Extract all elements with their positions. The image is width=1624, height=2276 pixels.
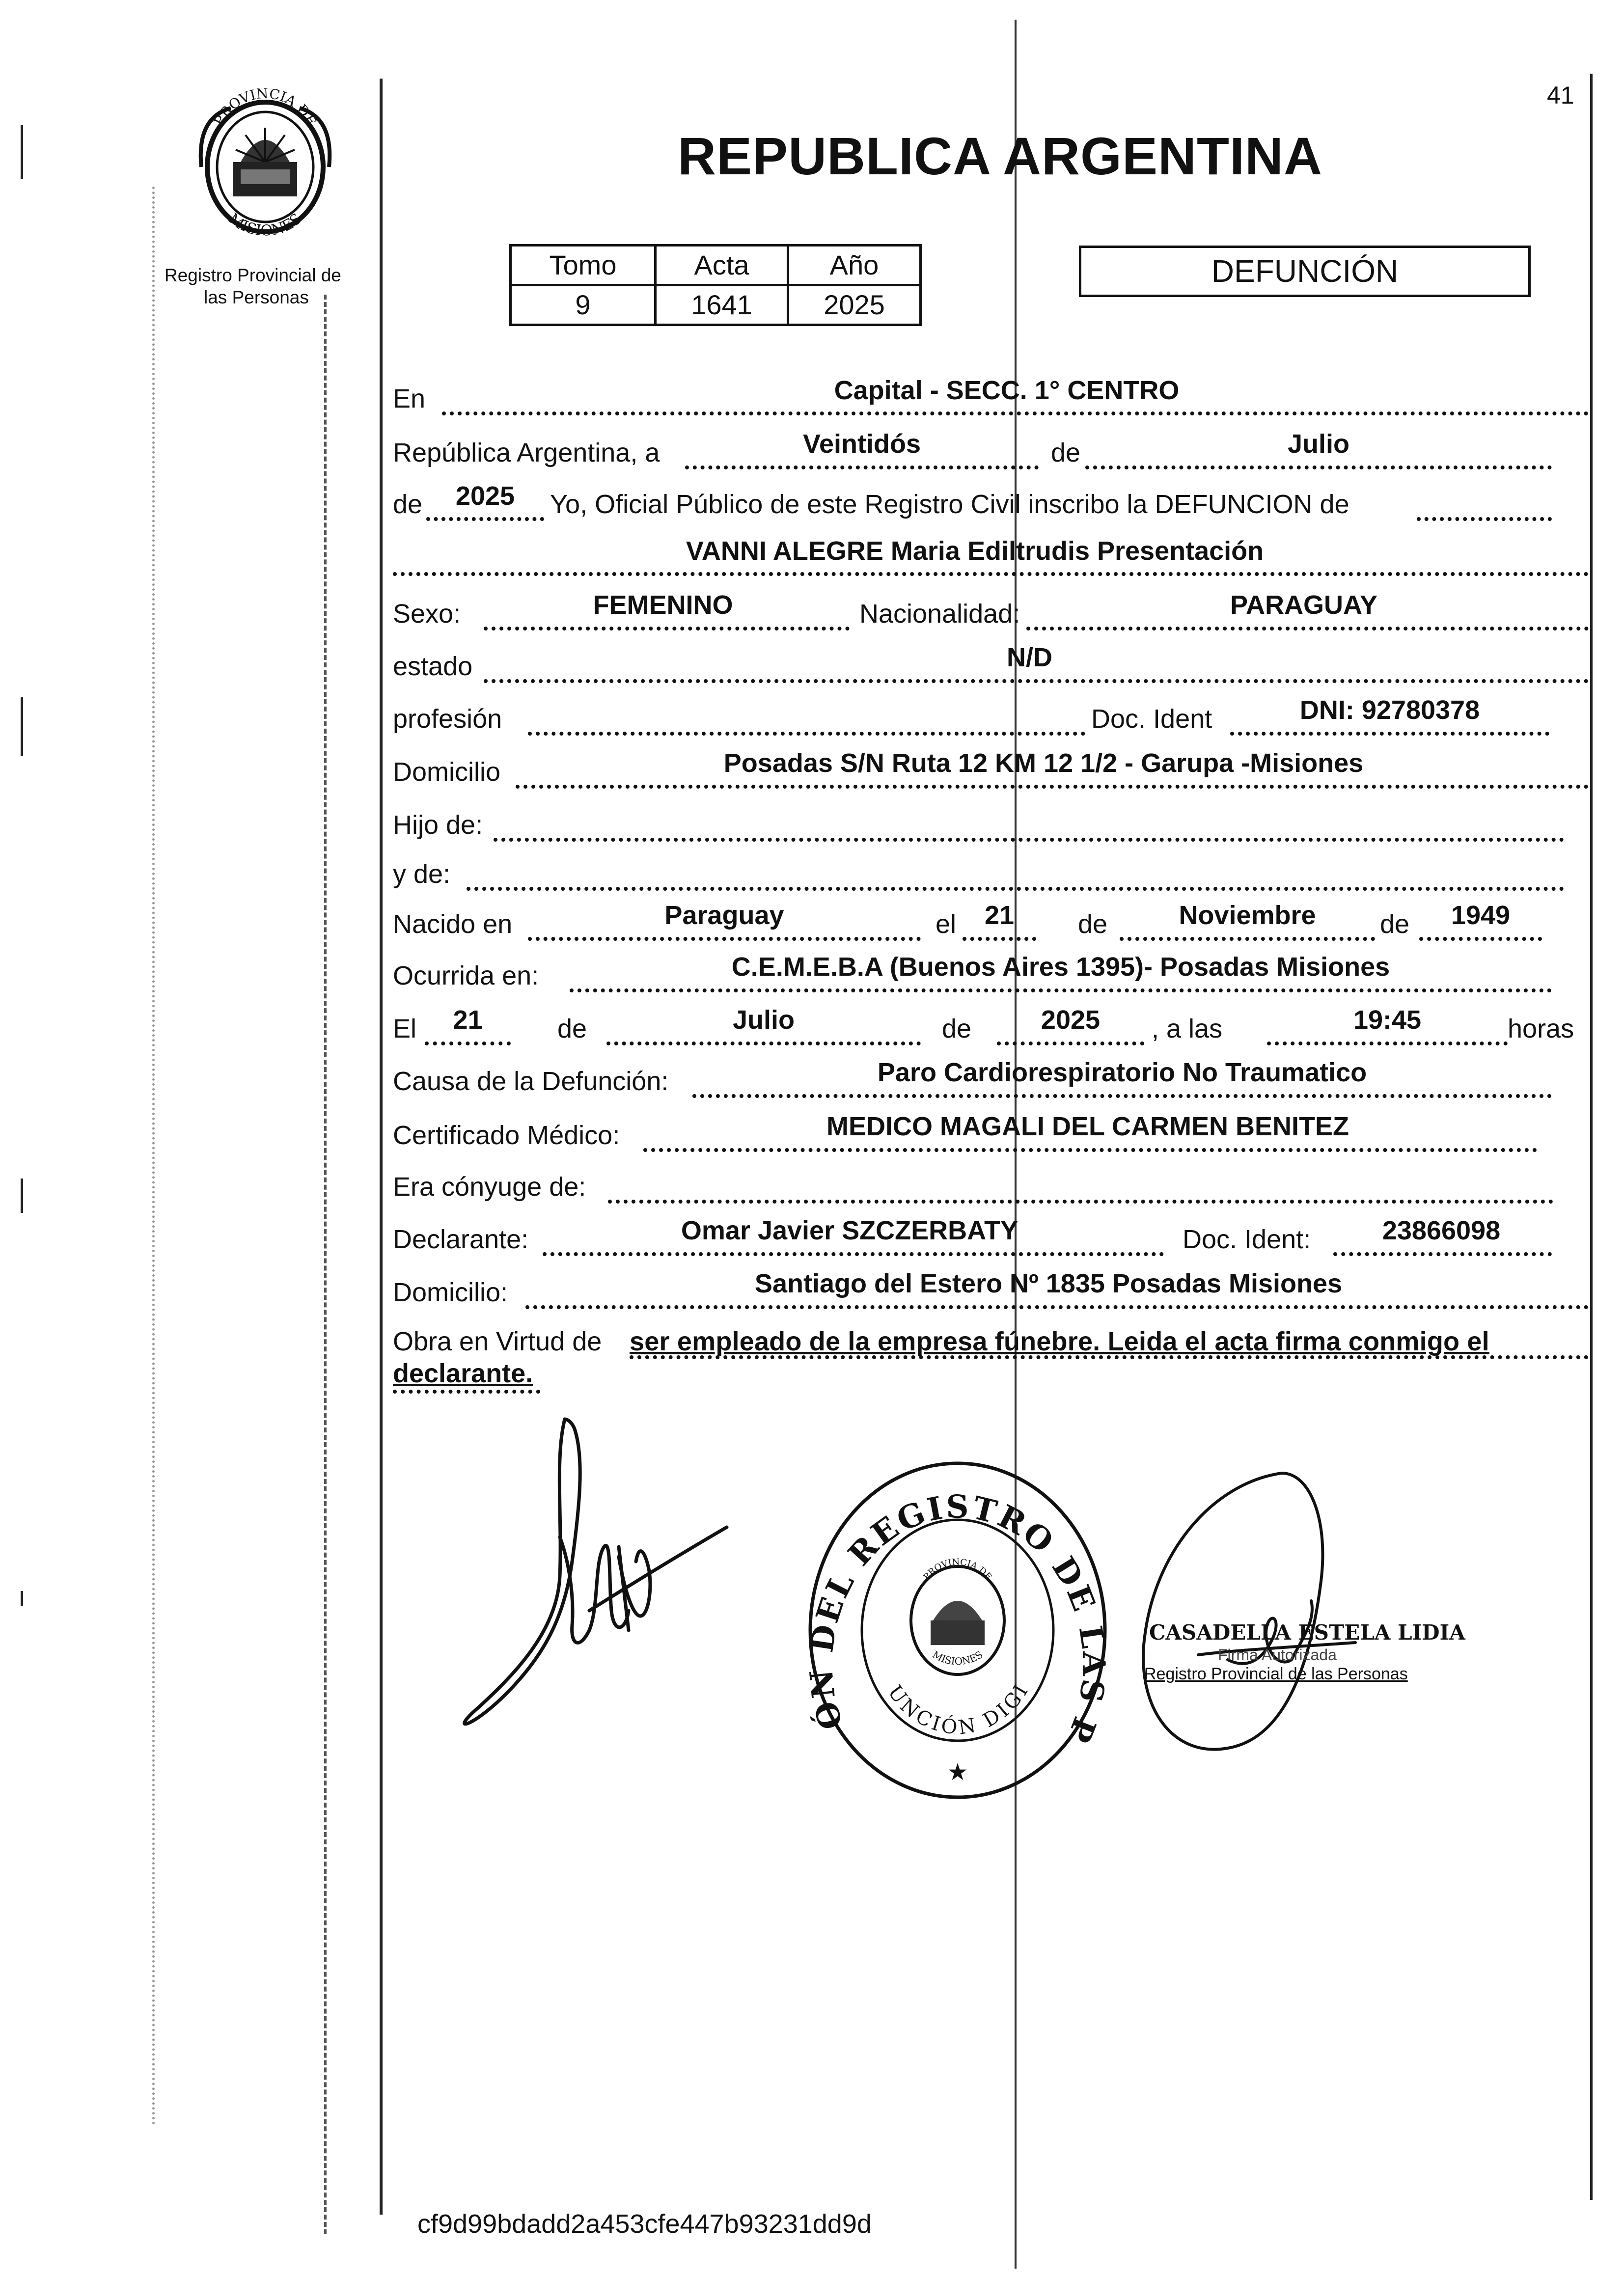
official-name: CASADELLA ESTELA LIDIA xyxy=(1149,1620,1465,1645)
causa-value: Paro Cardiorespiratorio No Traumatico xyxy=(877,1058,1367,1087)
birth-month-dots xyxy=(1120,937,1375,941)
official-office: Registro Provincial de las Personas xyxy=(1144,1665,1408,1683)
scan-fold-line xyxy=(1015,20,1017,2269)
margin-mark xyxy=(21,697,23,756)
en-dots xyxy=(442,411,1589,415)
acta-value: 1641 xyxy=(656,285,788,325)
month-dots xyxy=(1085,466,1552,469)
official-role: Firma Autorizada xyxy=(1218,1646,1337,1664)
act-type-label: DEFUNCIÓN xyxy=(1211,253,1399,289)
horas-label: horas xyxy=(1508,1014,1574,1043)
day-words-dots xyxy=(685,466,1039,469)
declarante-label: Declarante: xyxy=(393,1225,529,1254)
domicilio-label: Domicilio xyxy=(393,757,501,787)
conyuge-label: Era cónyuge de: xyxy=(393,1172,586,1202)
death-month-value: Julio xyxy=(732,1005,795,1035)
death-time-value: 19:45 xyxy=(1353,1005,1422,1035)
nacido-label: Nacido en xyxy=(393,909,513,939)
year-de-label: de xyxy=(393,490,423,519)
death-day-value: 21 xyxy=(453,1005,483,1035)
death-el-label: El xyxy=(393,1014,417,1043)
hijo-label: Hijo de: xyxy=(393,810,483,840)
declarant-signature xyxy=(442,1399,746,1758)
margin-mark xyxy=(21,1179,23,1213)
left-border-line xyxy=(380,79,383,2215)
obra-value-line2: declarante. xyxy=(393,1359,533,1388)
right-border-line xyxy=(1590,74,1593,2200)
margin-mark xyxy=(21,1591,23,1606)
birth-day-value: 21 xyxy=(984,901,1015,930)
birth-year-value: 1949 xyxy=(1451,901,1511,930)
birth-year-dots xyxy=(1419,937,1542,941)
svg-text:PROVINCIA DE xyxy=(211,88,320,128)
margin-dotted-line xyxy=(152,187,155,2126)
death-year-value: 2025 xyxy=(1041,1005,1101,1035)
acta-header: Acta xyxy=(656,246,788,285)
doc2-value: 23866098 xyxy=(1382,1216,1501,1245)
stamp-seal-bottom: MISIONES xyxy=(930,1648,985,1668)
stamp-seal-top: PROVINCIA DE xyxy=(921,1557,994,1582)
year-value: 2025 xyxy=(455,481,515,511)
star-icon: ★ xyxy=(947,1759,968,1785)
death-year-dots xyxy=(997,1042,1144,1045)
tomo-value: 9 xyxy=(511,285,656,325)
ocurrida-value: C.E.M.E.B.A (Buenos Aires 1395)- Posadas Misiones xyxy=(731,952,1390,982)
domicilio-dots xyxy=(516,785,1589,789)
declarante-value: Omar Javier SZCZERBATY xyxy=(681,1216,1018,1245)
estado-dots xyxy=(484,679,1589,683)
doc2-dots xyxy=(1333,1252,1552,1256)
nacionalidad-value: PARAGUAY xyxy=(1230,590,1378,620)
sexo-label: Sexo: xyxy=(393,599,461,629)
domicilio2-value: Santiago del Estero Nº 1835 Posadas Misiones xyxy=(754,1269,1343,1298)
death-de1-label: de xyxy=(557,1014,587,1043)
birth-day-dots xyxy=(963,937,1036,941)
obra-dots-line1 xyxy=(630,1355,1589,1359)
nacido-value: Paraguay xyxy=(664,901,784,930)
month-de-label: de xyxy=(1051,438,1081,467)
birth-month-value: Noviembre xyxy=(1179,901,1316,930)
cert-label: Certificado Médico: xyxy=(393,1121,620,1150)
doc-dots xyxy=(1230,732,1549,736)
official-stamp xyxy=(800,1453,1115,1807)
en-value: Capital - SECC. 1° CENTRO xyxy=(834,376,1180,405)
doc-label: Doc. Ident xyxy=(1091,704,1212,734)
death-day-dots xyxy=(425,1042,511,1045)
province-seal xyxy=(192,88,339,246)
year-dots xyxy=(426,517,544,521)
domicilio-value: Posadas S/N Ruta 12 KM 12 1/2 - Garupa -Misiones xyxy=(723,748,1364,778)
obra-value-line1: ser empleado de la empresa fúnebre. Leida el acta firma conmigo el xyxy=(630,1327,1489,1356)
yde-label: y de: xyxy=(393,859,451,889)
declarante-dots xyxy=(543,1252,1164,1256)
obra-dots-line2 xyxy=(393,1390,540,1394)
causa-dots xyxy=(692,1094,1552,1098)
document-hash: cf9d99bdadd2a453cfe447b93231dd9d xyxy=(417,2209,872,2239)
deceased-name-value: VANNI ALEGRE Maria Ediltrudis Presentación xyxy=(686,536,1264,566)
birth-de1-label: de xyxy=(1078,909,1108,939)
ocurrida-dots xyxy=(570,988,1552,992)
obra-label: Obra en Virtud de xyxy=(393,1327,602,1356)
svg-text:PROVINCIA DE xyxy=(921,1557,993,1582)
act-type-box xyxy=(1079,246,1531,297)
officer-dots xyxy=(1417,517,1552,521)
en-label: En xyxy=(393,384,426,413)
death-time-dots xyxy=(1267,1042,1508,1045)
anio-header: Año xyxy=(788,246,921,285)
registry-name-line1: Registro Provincial de xyxy=(165,265,341,285)
nacido-dots xyxy=(528,937,921,941)
cert-dots xyxy=(643,1148,1537,1152)
causa-label: Causa de la Defunción: xyxy=(393,1067,669,1096)
death-de2-label: de xyxy=(942,1014,972,1043)
yde-dots xyxy=(467,887,1564,891)
sexo-value: FEMENINO xyxy=(593,590,733,620)
page-number: 41 xyxy=(1547,82,1574,109)
stamp-inner-text: UNCIÓN DIGI xyxy=(883,1678,1034,1739)
month-value: Julio xyxy=(1287,429,1349,459)
sexo-dots xyxy=(484,627,850,631)
birth-el-label: el xyxy=(936,909,957,939)
hijo-dots xyxy=(494,838,1564,842)
svg-text:MISIONES xyxy=(225,210,305,240)
tomo-header: Tomo xyxy=(511,246,656,285)
doc-value: DNI: 92780378 xyxy=(1299,695,1480,725)
birth-de2-label: de xyxy=(1380,909,1410,939)
margin-mark xyxy=(21,125,23,179)
rep-label: República Argentina, a xyxy=(393,438,660,467)
officer-text: Yo, Oficial Público de este Registro Civil inscribo la DEFUNCION de xyxy=(550,490,1349,519)
page-title: REPUBLICA ARGENTINA xyxy=(678,126,1322,186)
alas-label: , a las xyxy=(1152,1014,1223,1043)
nacionalidad-label: Nacionalidad: xyxy=(859,599,1020,629)
death-month-dots xyxy=(606,1042,921,1045)
domicilio2-dots xyxy=(525,1305,1589,1309)
nacionalidad-dots xyxy=(1026,627,1589,631)
seal-top-text: PROVINCIA DE xyxy=(211,88,320,129)
estado-label: estado xyxy=(393,652,473,681)
profesion-dots xyxy=(528,732,1085,736)
sidebar-dashed-line xyxy=(324,295,327,2234)
conyuge-dots xyxy=(608,1200,1553,1204)
domicilio2-label: Domicilio: xyxy=(393,1278,508,1307)
day-words-value: Veintidós xyxy=(802,429,921,459)
record-table xyxy=(509,244,922,326)
profesion-label: profesión xyxy=(393,704,502,734)
svg-text:MISIONES xyxy=(931,1648,985,1667)
ocurrida-label: Ocurrida en: xyxy=(393,961,539,990)
anio-value: 2025 xyxy=(788,285,921,325)
doc2-label: Doc. Ident: xyxy=(1183,1225,1311,1254)
stamp-ring-text: ÓN DEL REGISTRO DE LAS P xyxy=(802,1488,1112,1750)
estado-value: N/D xyxy=(1007,643,1052,672)
deceased-name-dots xyxy=(393,572,1589,576)
seal-bottom-text: MISIONES xyxy=(225,210,305,240)
registry-name-line2: las Personas xyxy=(204,287,309,307)
cert-value: MEDICO MAGALI DEL CARMEN BENITEZ xyxy=(826,1112,1349,1141)
